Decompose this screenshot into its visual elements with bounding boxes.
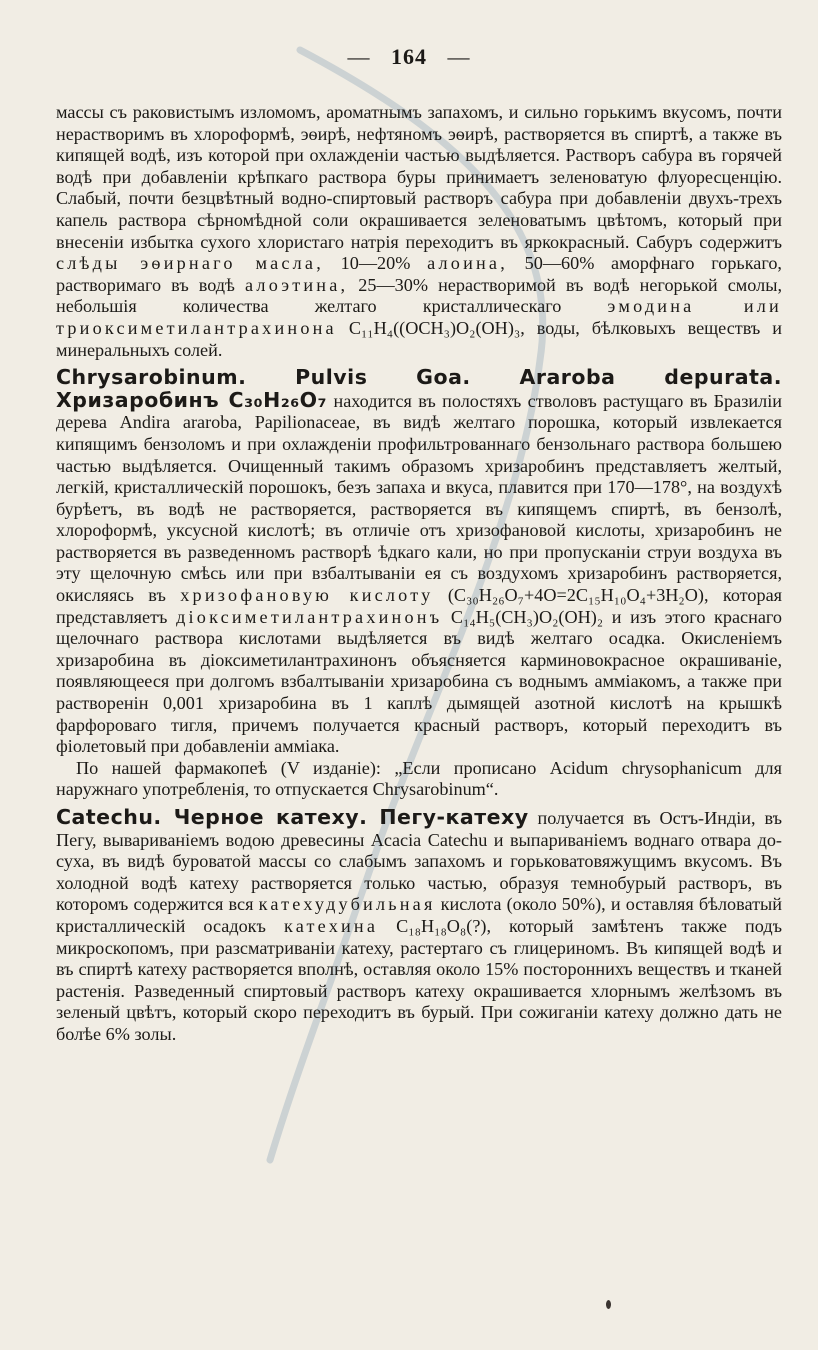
paragraph-aloe bbox=[56, 102, 782, 361]
aloe-text-1: массы съ раковистымъ изломомъ, ароматнымъ запахомъ, и сильно горькимъ вкусомъ, почти нерастворимъ въ хлороформѣ, эѳирѣ, нефтяномъ эѳирѣ, растворяется въ спиртѣ, а также въ кипящей водѣ, изъ которой при охлажденіи частью выдѣляется. Растворъ сабура въ горячей водѣ при добавленіи крѣпкаго раствора буры принимаетъ зеленоватую флуоресценцію. Слабый, почти безцвѣтный водно-спиртовый растворъ сабура при добавленіи двухъ-трехъ капель раствора сѣрномѣдной соли окрашивается зеленоватымъ цвѣтомъ, который при внесеніи избытка сухого хлористаго натрія переходитъ въ яркокрасный. Сабуръ содержитъ bbox=[56, 102, 782, 252]
catechu-term-catechutannic: катехудубильная bbox=[258, 894, 436, 915]
page-header bbox=[0, 44, 818, 70]
chrysarobin-term-chrysophanic-acid: хризофановую кислоту bbox=[180, 585, 434, 606]
catechu-text-2: кислота (около 50%), и оставляя бѣловатый кристаллическій осадокъ bbox=[56, 894, 782, 936]
chrysarobin-text-3: C₁₄H₅(CH₃)O₂(OH)₂ и изъ этого краснаго щелочнаго раствора кислотами выдѣляется въ видѣ желтаго осадка. Окисленіемъ хризаробина въ діоксиметилантрахинонъ объясняется карминовокрасное окрашиваніе, появляющееся при долгомъ взбалтываніи хризаробина съ воднымъ амміакомъ, а также при растворенін 0,001 хризаробина въ 1 каплѣ дымящей азотной кислотѣ на крышкѣ фарфороваго тигля, причемъ получается красный растворъ, который переходитъ въ фіолетовый при добавленіи амміака. bbox=[56, 606, 783, 757]
paragraph-chrysarobinum bbox=[56, 367, 782, 758]
catechu-text-1: получается въ Остъ-Индіи, въ Пегу, вывариваніемъ водою древесины Acacia Catechu и выпариваніемъ воднаго отвара до-суха, въ видѣ буроватой массы со слабымъ запахомъ и горьковатовяжущимъ вкусомъ. Въ холодной водѣ катеху растворяется только частью, образуя темнобурый растворъ, въ которомъ содержится вся bbox=[56, 808, 782, 915]
paper-spot bbox=[606, 1300, 611, 1309]
header-dash-left: — bbox=[347, 44, 371, 69]
paragraph-pharmacopoeia-note: По нашей фармакопеѣ (V изданіе): „Если прописано Acidum chrysophanicum для наружнаго употребленія, то отпускается Chrysarobinum“. bbox=[56, 757, 782, 800]
paragraph-catechu bbox=[56, 807, 782, 1046]
page-number: 164 bbox=[391, 44, 427, 69]
aloe-term-aloin: алоина, bbox=[427, 253, 508, 274]
header-dash-right: — bbox=[447, 44, 471, 69]
aloe-term-emodin: эмодина или триоксиметилантрахинона bbox=[56, 296, 782, 338]
chrysarobin-text-2: (C₃₀H₂₆O₇+4O=2C₁₅H₁₀O₄+3H₂O), которая представляетъ bbox=[56, 585, 783, 627]
catechu-text-3: C₁₈H₁₈O₈(?), который замѣтенъ также подъ микроскопомъ, при разсматриваніи катеху, растертаго съ глицериномъ. Въ кипящей водѣ и въ спиртѣ катеху растворяется вполнѣ, оставляя около 15% постороннихъ веществъ и тканей растенія. Разведенный спиртовый растворъ катеху окрашивается хлорнымъ желѣзомъ въ зеленый цвѣтъ, который скоро переходитъ въ бурый. При сожиганіи катеху должно дать не болѣе 6% золы. bbox=[56, 915, 782, 1044]
aloe-text-5: C₁₁H₄((OCH₃)O₂(OH)₃, воды, бѣлковыхъ веществъ и минеральныхъ солей. bbox=[56, 317, 782, 360]
catechu-term-catechin: катехина bbox=[283, 915, 379, 936]
heading-catechu: Catechu. Черное катеху. Пегу-катеху bbox=[56, 805, 529, 829]
chrysarobin-term-dioxymethylanthraquinone: діоксиметилантрахинонъ bbox=[176, 606, 443, 627]
aloe-term-essential-oil: слѣды эѳирнаго масла, bbox=[56, 253, 324, 274]
page-body bbox=[56, 102, 782, 1046]
aloe-text-4: 25—30% нерастворимой въ водѣ негорькой смолы, небольшія количества желтаго кристаллическаго bbox=[56, 274, 782, 317]
aloe-text-2: 10—20% bbox=[323, 253, 428, 274]
chrysarobin-text-1: находится въ полостяхъ стволовъ растущаго въ Бразиліи дерева Andira araroba, Papilionaceae, въ видѣ желтаго порошка, который извлекается кипящимъ бензоломъ и при охлажденіи профильтрованнаго бензольнаго раствора большею частью выдѣляется. Очищенный такимъ образомъ хризаробинъ представляетъ желтый, легкій, кристаллическій порошокъ, безъ запаха и вкуса, плавится при 170—178°, на воздухѣ бурѣетъ, въ водѣ не растворяется, растворяется въ кипящемъ спиртѣ, въ бензолѣ, хлороформѣ, уксусной кислотѣ; въ отличіе отъ хризофановой кислоты, хризаробинъ не растворяется въ разведенномъ растворѣ ѣдкаго кали, но при пропусканіи струи воздуха въ эту щелочную смѣсь или при взбалтываніи ея съ воздухомъ хризаробинъ растворяется, окисляясь въ bbox=[56, 390, 782, 606]
heading-chrysarobinum: Chrysarobinum. Pulvis Goa. Araroba depurata. Хризаробинъ C₃₀H₂₆O₇ bbox=[56, 365, 782, 412]
aloe-text-3: 50—60% аморфнаго горькаго, растворимаго въ водѣ bbox=[56, 253, 782, 295]
aloe-term-aloetin: алоэтина, bbox=[244, 274, 349, 295]
